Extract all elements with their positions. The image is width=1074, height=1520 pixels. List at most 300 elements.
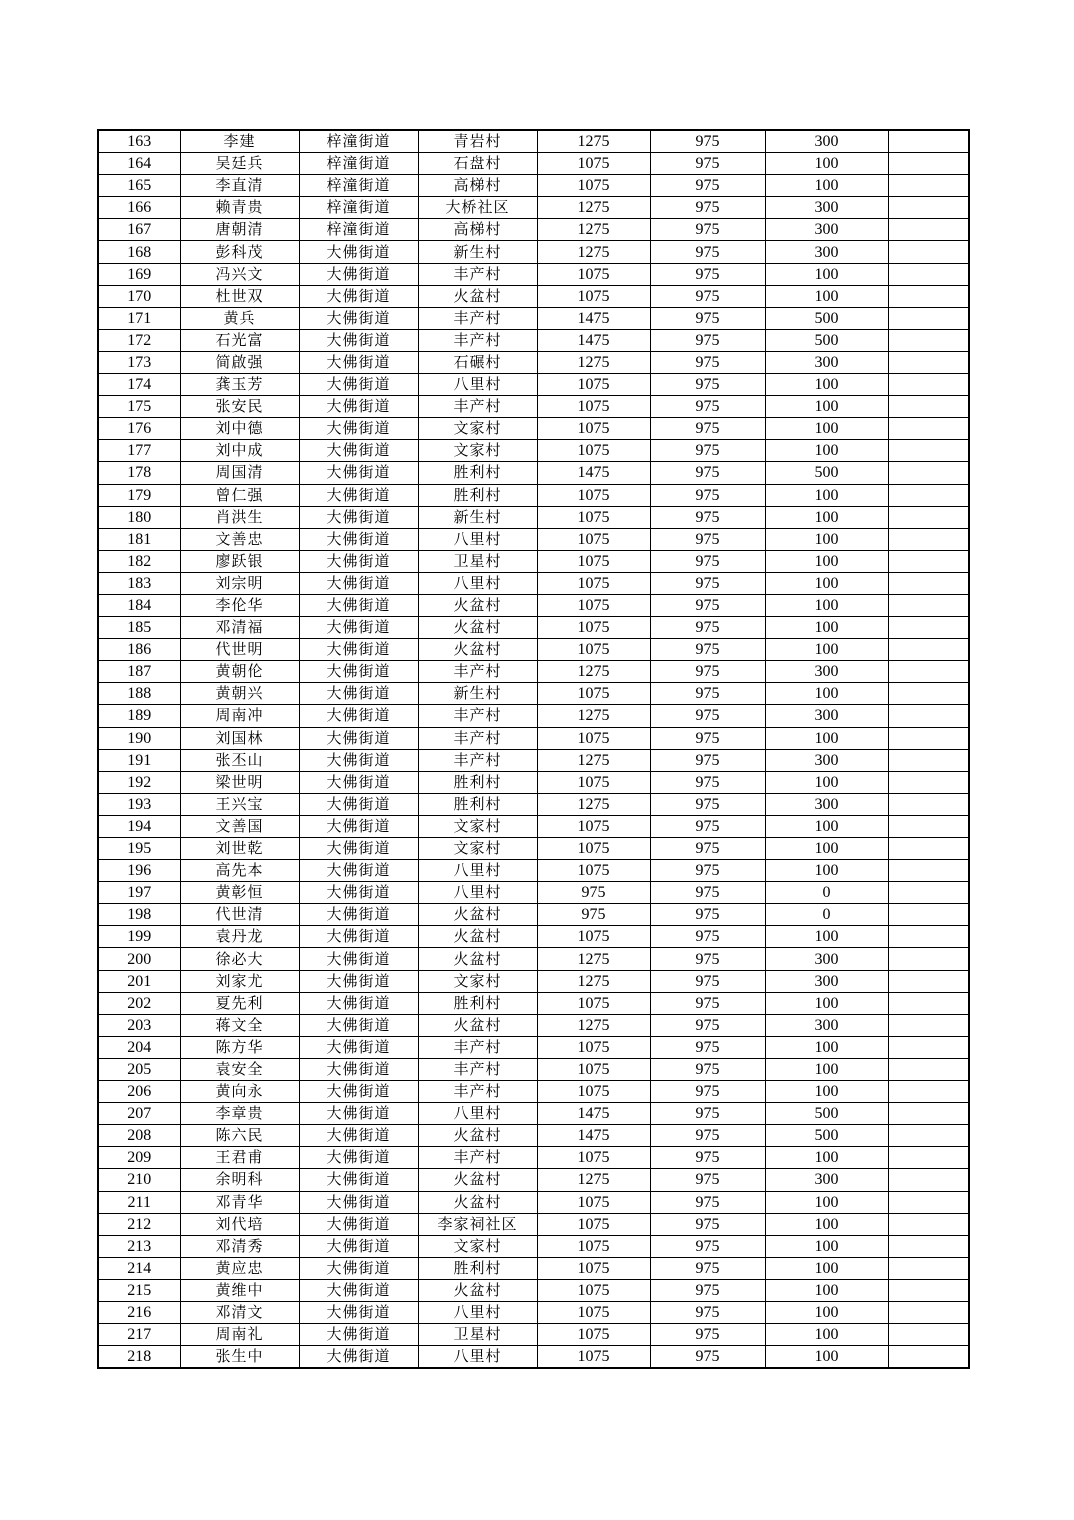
table-row	[98, 484, 969, 506]
street-cell: 大佛街道	[299, 771, 418, 793]
row-number-cell: 212	[98, 1213, 180, 1235]
street-cell: 大佛街道	[299, 1279, 418, 1301]
village-cell: 高梯村	[418, 175, 537, 197]
total-amount-cell: 1075	[537, 506, 650, 528]
row-number-cell: 170	[98, 285, 180, 307]
name-cell: 龚玉芳	[180, 374, 299, 396]
name-cell: 陈方华	[180, 1036, 299, 1058]
street-cell: 大佛街道	[299, 263, 418, 285]
name-cell: 余明科	[180, 1169, 299, 1191]
street-cell: 大佛街道	[299, 462, 418, 484]
total-amount-cell: 1075	[537, 1324, 650, 1346]
table-row	[98, 175, 969, 197]
street-cell: 梓潼街道	[299, 197, 418, 219]
difference-cell: 100	[765, 374, 888, 396]
total-amount-cell: 1075	[537, 683, 650, 705]
name-cell: 刘宗明	[180, 572, 299, 594]
difference-cell: 300	[765, 749, 888, 771]
difference-cell: 100	[765, 683, 888, 705]
table-row	[98, 572, 969, 594]
total-amount-cell: 975	[537, 882, 650, 904]
table-row	[98, 815, 969, 837]
row-number-cell: 201	[98, 970, 180, 992]
base-amount-cell: 975	[650, 683, 765, 705]
row-number-cell: 175	[98, 396, 180, 418]
total-amount-cell: 1075	[537, 1257, 650, 1279]
base-amount-cell: 975	[650, 1301, 765, 1323]
total-amount-cell: 1075	[537, 860, 650, 882]
total-amount-cell: 1075	[537, 992, 650, 1014]
village-cell: 丰产村	[418, 727, 537, 749]
difference-cell: 100	[765, 992, 888, 1014]
street-cell: 大佛街道	[299, 1324, 418, 1346]
name-cell: 肖洪生	[180, 506, 299, 528]
table-row	[98, 263, 969, 285]
difference-cell: 0	[765, 904, 888, 926]
total-amount-cell: 975	[537, 904, 650, 926]
village-cell: 八里村	[418, 882, 537, 904]
street-cell: 大佛街道	[299, 1058, 418, 1080]
village-cell: 八里村	[418, 1301, 537, 1323]
row-number-cell: 181	[98, 528, 180, 550]
remark-cell	[888, 838, 969, 860]
name-cell: 张安民	[180, 396, 299, 418]
table-row	[98, 396, 969, 418]
table-row	[98, 1058, 969, 1080]
base-amount-cell: 975	[650, 838, 765, 860]
row-number-cell: 190	[98, 727, 180, 749]
remark-cell	[888, 418, 969, 440]
remark-cell	[888, 882, 969, 904]
remark-cell	[888, 1058, 969, 1080]
table-row	[98, 1213, 969, 1235]
row-number-cell: 189	[98, 705, 180, 727]
total-amount-cell: 1075	[537, 1346, 650, 1369]
row-number-cell: 214	[98, 1257, 180, 1279]
total-amount-cell: 1075	[537, 926, 650, 948]
difference-cell: 100	[765, 506, 888, 528]
street-cell: 大佛街道	[299, 1125, 418, 1147]
difference-cell: 100	[765, 1036, 888, 1058]
total-amount-cell: 1075	[537, 263, 650, 285]
difference-cell: 100	[765, 1235, 888, 1257]
street-cell: 梓潼街道	[299, 219, 418, 241]
village-cell: 丰产村	[418, 329, 537, 351]
row-number-cell: 184	[98, 594, 180, 616]
name-cell: 代世清	[180, 904, 299, 926]
total-amount-cell: 1075	[537, 1213, 650, 1235]
table-row	[98, 307, 969, 329]
base-amount-cell: 975	[650, 1147, 765, 1169]
row-number-cell: 210	[98, 1169, 180, 1191]
difference-cell: 100	[765, 1191, 888, 1213]
table-row	[98, 617, 969, 639]
name-cell: 高先本	[180, 860, 299, 882]
village-cell: 石盘村	[418, 153, 537, 175]
row-number-cell: 173	[98, 351, 180, 373]
name-cell: 代世明	[180, 639, 299, 661]
street-cell: 大佛街道	[299, 992, 418, 1014]
total-amount-cell: 1075	[537, 528, 650, 550]
village-cell: 火盆村	[418, 948, 537, 970]
street-cell: 大佛街道	[299, 572, 418, 594]
total-amount-cell: 1075	[537, 484, 650, 506]
difference-cell: 100	[765, 484, 888, 506]
table-row	[98, 749, 969, 771]
remark-cell	[888, 1147, 969, 1169]
row-number-cell: 177	[98, 440, 180, 462]
base-amount-cell: 975	[650, 1125, 765, 1147]
total-amount-cell: 1275	[537, 948, 650, 970]
street-cell: 大佛街道	[299, 617, 418, 639]
remark-cell	[888, 1103, 969, 1125]
difference-cell: 100	[765, 1324, 888, 1346]
total-amount-cell: 1075	[537, 617, 650, 639]
row-number-cell: 165	[98, 175, 180, 197]
village-cell: 火盆村	[418, 926, 537, 948]
village-cell: 文家村	[418, 440, 537, 462]
name-cell: 王君甫	[180, 1147, 299, 1169]
remark-cell	[888, 1324, 969, 1346]
difference-cell: 100	[765, 860, 888, 882]
row-number-cell: 191	[98, 749, 180, 771]
village-cell: 丰产村	[418, 396, 537, 418]
base-amount-cell: 975	[650, 130, 765, 153]
name-cell: 赖青贵	[180, 197, 299, 219]
total-amount-cell: 1275	[537, 970, 650, 992]
table-row	[98, 1125, 969, 1147]
village-cell: 新生村	[418, 683, 537, 705]
table-row	[98, 926, 969, 948]
name-cell: 文善忠	[180, 528, 299, 550]
street-cell: 梓潼街道	[299, 130, 418, 153]
table-row	[98, 1147, 969, 1169]
street-cell: 大佛街道	[299, 351, 418, 373]
row-number-cell: 213	[98, 1235, 180, 1257]
total-amount-cell: 1275	[537, 1169, 650, 1191]
difference-cell: 300	[765, 948, 888, 970]
remark-cell	[888, 175, 969, 197]
remark-cell	[888, 793, 969, 815]
village-cell: 丰产村	[418, 1058, 537, 1080]
base-amount-cell: 975	[650, 815, 765, 837]
total-amount-cell: 1475	[537, 1103, 650, 1125]
difference-cell: 300	[765, 241, 888, 263]
difference-cell: 500	[765, 1125, 888, 1147]
total-amount-cell: 1275	[537, 219, 650, 241]
street-cell: 大佛街道	[299, 705, 418, 727]
base-amount-cell: 975	[650, 1257, 765, 1279]
name-cell: 邓清福	[180, 617, 299, 639]
name-cell: 杜世双	[180, 285, 299, 307]
difference-cell: 100	[765, 617, 888, 639]
name-cell: 张生中	[180, 1346, 299, 1369]
table-row	[98, 1257, 969, 1279]
total-amount-cell: 1275	[537, 705, 650, 727]
base-amount-cell: 975	[650, 1279, 765, 1301]
difference-cell: 100	[765, 1058, 888, 1080]
difference-cell: 300	[765, 705, 888, 727]
village-cell: 火盆村	[418, 1014, 537, 1036]
base-amount-cell: 975	[650, 639, 765, 661]
total-amount-cell: 1075	[537, 374, 650, 396]
village-cell: 八里村	[418, 1103, 537, 1125]
name-cell: 冯兴文	[180, 263, 299, 285]
difference-cell: 500	[765, 307, 888, 329]
remark-cell	[888, 926, 969, 948]
remark-cell	[888, 1213, 969, 1235]
base-amount-cell: 975	[650, 617, 765, 639]
remark-cell	[888, 329, 969, 351]
remark-cell	[888, 153, 969, 175]
difference-cell: 300	[765, 351, 888, 373]
table-row	[98, 639, 969, 661]
remark-cell	[888, 396, 969, 418]
row-number-cell: 200	[98, 948, 180, 970]
street-cell: 大佛街道	[299, 1103, 418, 1125]
remark-cell	[888, 351, 969, 373]
difference-cell: 0	[765, 882, 888, 904]
remark-cell	[888, 374, 969, 396]
table-row	[98, 594, 969, 616]
table-row	[98, 329, 969, 351]
row-number-cell: 167	[98, 219, 180, 241]
name-cell: 李章贵	[180, 1103, 299, 1125]
name-cell: 刘国林	[180, 727, 299, 749]
total-amount-cell: 1075	[537, 1191, 650, 1213]
village-cell: 火盆村	[418, 904, 537, 926]
remark-cell	[888, 506, 969, 528]
name-cell: 刘家尤	[180, 970, 299, 992]
street-cell: 大佛街道	[299, 550, 418, 572]
name-cell: 唐朝清	[180, 219, 299, 241]
total-amount-cell: 1075	[537, 727, 650, 749]
row-number-cell: 208	[98, 1125, 180, 1147]
total-amount-cell: 1275	[537, 130, 650, 153]
village-cell: 文家村	[418, 815, 537, 837]
total-amount-cell: 1075	[537, 175, 650, 197]
base-amount-cell: 975	[650, 1324, 765, 1346]
table-row	[98, 285, 969, 307]
base-amount-cell: 975	[650, 1235, 765, 1257]
name-cell: 邓清文	[180, 1301, 299, 1323]
difference-cell: 100	[765, 528, 888, 550]
name-cell: 李建	[180, 130, 299, 153]
row-number-cell: 164	[98, 153, 180, 175]
base-amount-cell: 975	[650, 1169, 765, 1191]
row-number-cell: 211	[98, 1191, 180, 1213]
total-amount-cell: 1075	[537, 550, 650, 572]
difference-cell: 100	[765, 771, 888, 793]
remark-cell	[888, 1036, 969, 1058]
difference-cell: 300	[765, 1169, 888, 1191]
total-amount-cell: 1075	[537, 396, 650, 418]
village-cell: 李家祠社区	[418, 1213, 537, 1235]
difference-cell: 500	[765, 462, 888, 484]
street-cell: 梓潼街道	[299, 153, 418, 175]
street-cell: 大佛街道	[299, 1147, 418, 1169]
difference-cell: 100	[765, 285, 888, 307]
remark-cell	[888, 1191, 969, 1213]
village-cell: 新生村	[418, 506, 537, 528]
name-cell: 王兴宝	[180, 793, 299, 815]
total-amount-cell: 1475	[537, 1125, 650, 1147]
remark-cell	[888, 705, 969, 727]
remark-cell	[888, 661, 969, 683]
street-cell: 大佛街道	[299, 374, 418, 396]
name-cell: 彭科茂	[180, 241, 299, 263]
remark-cell	[888, 241, 969, 263]
street-cell: 大佛街道	[299, 1301, 418, 1323]
street-cell: 大佛街道	[299, 882, 418, 904]
row-number-cell: 199	[98, 926, 180, 948]
name-cell: 张丕山	[180, 749, 299, 771]
row-number-cell: 180	[98, 506, 180, 528]
street-cell: 大佛街道	[299, 1014, 418, 1036]
street-cell: 大佛街道	[299, 838, 418, 860]
row-number-cell: 209	[98, 1147, 180, 1169]
table-row	[98, 860, 969, 882]
street-cell: 大佛街道	[299, 904, 418, 926]
remark-cell	[888, 683, 969, 705]
total-amount-cell: 1075	[537, 572, 650, 594]
street-cell: 大佛街道	[299, 329, 418, 351]
table-row	[98, 1324, 969, 1346]
table-row	[98, 197, 969, 219]
difference-cell: 300	[765, 197, 888, 219]
village-cell: 文家村	[418, 418, 537, 440]
village-cell: 丰产村	[418, 749, 537, 771]
remark-cell	[888, 263, 969, 285]
row-number-cell: 176	[98, 418, 180, 440]
table-row	[98, 727, 969, 749]
difference-cell: 100	[765, 838, 888, 860]
name-cell: 邓清秀	[180, 1235, 299, 1257]
name-cell: 黄兵	[180, 307, 299, 329]
street-cell: 大佛街道	[299, 815, 418, 837]
table-row	[98, 1346, 969, 1369]
difference-cell: 100	[765, 1279, 888, 1301]
village-cell: 新生村	[418, 241, 537, 263]
table-row	[98, 1014, 969, 1036]
remark-cell	[888, 948, 969, 970]
row-number-cell: 207	[98, 1103, 180, 1125]
village-cell: 胜利村	[418, 793, 537, 815]
remark-cell	[888, 550, 969, 572]
difference-cell: 300	[765, 130, 888, 153]
difference-cell: 100	[765, 815, 888, 837]
village-cell: 胜利村	[418, 462, 537, 484]
row-number-cell: 178	[98, 462, 180, 484]
row-number-cell: 185	[98, 617, 180, 639]
row-number-cell: 168	[98, 241, 180, 263]
total-amount-cell: 1075	[537, 440, 650, 462]
village-cell: 石碾村	[418, 351, 537, 373]
street-cell: 大佛街道	[299, 418, 418, 440]
total-amount-cell: 1275	[537, 1014, 650, 1036]
table-row	[98, 661, 969, 683]
total-amount-cell: 1075	[537, 1279, 650, 1301]
remark-cell	[888, 992, 969, 1014]
table-row	[98, 219, 969, 241]
name-cell: 周南礼	[180, 1324, 299, 1346]
street-cell: 大佛街道	[299, 661, 418, 683]
row-number-cell: 206	[98, 1081, 180, 1103]
base-amount-cell: 975	[650, 771, 765, 793]
village-cell: 火盆村	[418, 1125, 537, 1147]
table-row	[98, 130, 969, 153]
street-cell: 大佛街道	[299, 1346, 418, 1369]
name-cell: 蒋文全	[180, 1014, 299, 1036]
row-number-cell: 192	[98, 771, 180, 793]
table-row	[98, 374, 969, 396]
remark-cell	[888, 1125, 969, 1147]
total-amount-cell: 1075	[537, 1058, 650, 1080]
street-cell: 大佛街道	[299, 1213, 418, 1235]
total-amount-cell: 1075	[537, 771, 650, 793]
base-amount-cell: 975	[650, 572, 765, 594]
total-amount-cell: 1075	[537, 418, 650, 440]
name-cell: 夏先利	[180, 992, 299, 1014]
street-cell: 梓潼街道	[299, 175, 418, 197]
name-cell: 李直清	[180, 175, 299, 197]
row-number-cell: 186	[98, 639, 180, 661]
total-amount-cell: 1075	[537, 285, 650, 307]
row-number-cell: 197	[98, 882, 180, 904]
remark-cell	[888, 1014, 969, 1036]
total-amount-cell: 1275	[537, 241, 650, 263]
village-cell: 胜利村	[418, 992, 537, 1014]
base-amount-cell: 975	[650, 727, 765, 749]
village-cell: 火盆村	[418, 1169, 537, 1191]
table-row	[98, 528, 969, 550]
difference-cell: 100	[765, 1081, 888, 1103]
village-cell: 丰产村	[418, 307, 537, 329]
row-number-cell: 171	[98, 307, 180, 329]
difference-cell: 300	[765, 219, 888, 241]
total-amount-cell: 1075	[537, 594, 650, 616]
total-amount-cell: 1275	[537, 351, 650, 373]
remark-cell	[888, 617, 969, 639]
table-row	[98, 1279, 969, 1301]
village-cell: 火盆村	[418, 1279, 537, 1301]
table-row	[98, 1301, 969, 1323]
remark-cell	[888, 1279, 969, 1301]
street-cell: 大佛街道	[299, 793, 418, 815]
base-amount-cell: 975	[650, 1191, 765, 1213]
row-number-cell: 196	[98, 860, 180, 882]
table-row	[98, 1036, 969, 1058]
row-number-cell: 218	[98, 1346, 180, 1369]
table-row	[98, 771, 969, 793]
base-amount-cell: 975	[650, 882, 765, 904]
row-number-cell: 172	[98, 329, 180, 351]
base-amount-cell: 975	[650, 1014, 765, 1036]
base-amount-cell: 975	[650, 197, 765, 219]
village-cell: 文家村	[418, 838, 537, 860]
street-cell: 大佛街道	[299, 307, 418, 329]
row-number-cell: 183	[98, 572, 180, 594]
street-cell: 大佛街道	[299, 440, 418, 462]
name-cell: 石光富	[180, 329, 299, 351]
base-amount-cell: 975	[650, 329, 765, 351]
remark-cell	[888, 1346, 969, 1369]
name-cell: 陈六民	[180, 1125, 299, 1147]
remark-cell	[888, 815, 969, 837]
row-number-cell: 169	[98, 263, 180, 285]
remark-cell	[888, 1301, 969, 1323]
street-cell: 大佛街道	[299, 1257, 418, 1279]
